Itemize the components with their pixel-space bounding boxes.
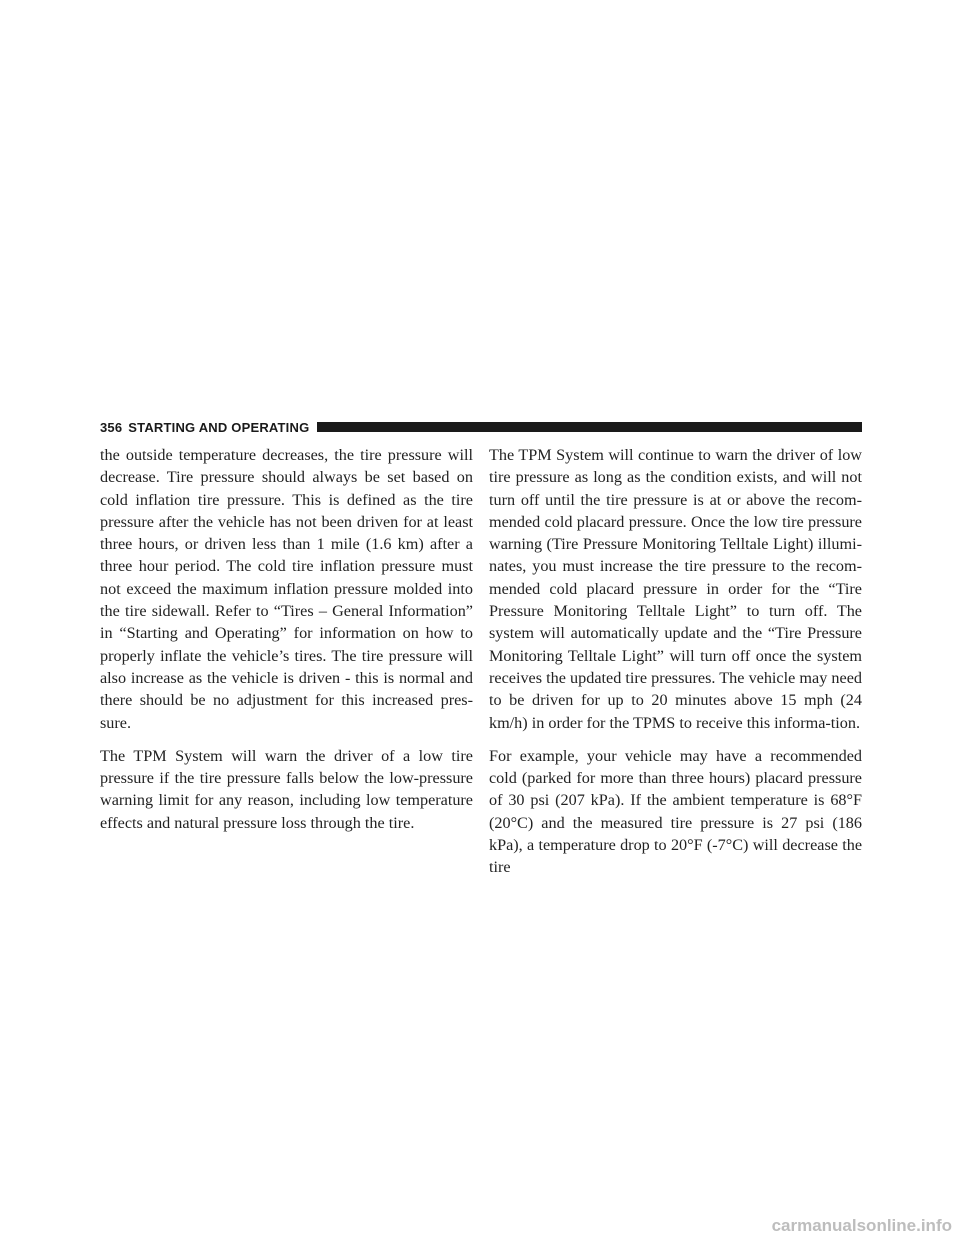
section-title: STARTING AND OPERATING	[128, 419, 310, 435]
paragraph: The TPM System will warn the driver of a low tire pressure if the tire pressure falls below the low-pressure warning limit for any reason, including low temperature effects and natural pressure loss through the tire.	[100, 746, 473, 832]
header-rule	[317, 422, 862, 432]
page-number: 356	[100, 419, 123, 435]
paragraph: The TPM System will continue to warn the driver of low tire pressure as long as the condition exists, and will not turn off until the tire pressure is at or above the recom-mended cold placard pressure. Once the low tire pressure warning (Tire Pressure Monitoring Telltale Light) illumi-nates, you must increase the tire pressure to the recom-mended cold placard pressure in order for the “Tire Pressure Monitoring Telltale Light” to turn off. The system will automatically update and the “Tire Pressure Monitoring Telltale Light” will turn off once the system receives the updated tire pressures. The vehicle may need to be driven for up to 20 minutes above 15 mph (24 km/h) in order for the TPMS to receive this informa-tion.	[489, 446, 862, 732]
paragraph: For example, your vehicle may have a recommended cold (parked for more than three hours) placard pressure of 30 psi (207 kPa). If the ambient temperature is 68°F (20°C) and the measured tire pressure is 27 psi (186 kPa), a temperature drop to 20°F (-7°C) will decrease the tire	[489, 746, 862, 877]
watermark: carmanualsonline.info	[771, 1216, 952, 1235]
page-header	[100, 419, 862, 435]
left-column	[100, 444, 473, 845]
right-column	[489, 444, 862, 890]
paragraph: the outside temperature decreases, the tire pressure will decrease. Tire pressure should always be set based on cold inflation tire pressure. This is defined as the tire pressure after the vehicle has not been driven for at least three hours, or driven less than 1 mile (1.6 km) after a three hour period. The cold tire inflation pressure must not exceed the maximum inflation pressure molded into the tire sidewall. Refer to “Tires – General Information” in “Starting and Operating” for information on how to properly inflate the vehicle’s tires. The tire pressure will also increase as the vehicle is driven - this is normal and there should be no adjustment for this increased pres-sure.	[100, 446, 473, 732]
